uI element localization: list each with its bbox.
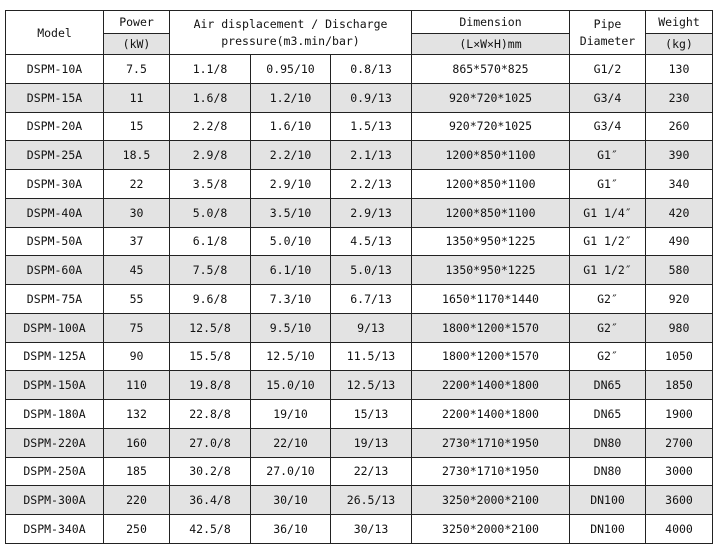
table-row (6, 400, 713, 429)
cell-dimension: 2730*1710*1950 (412, 457, 570, 486)
cell-weight: 2700 (646, 428, 713, 457)
cell-pipe: G2″ (570, 313, 646, 342)
cell-weight: 1900 (646, 400, 713, 429)
cell-pipe: G2″ (570, 285, 646, 314)
cell-air-10bar: 2.2/10 (251, 141, 331, 170)
header-pipe-line2: Diameter (579, 33, 636, 48)
cell-air-8bar: 5.0/8 (170, 198, 251, 227)
cell-weight: 390 (646, 141, 713, 170)
cell-power: 75 (104, 313, 170, 342)
cell-dimension: 1800*1200*1570 (412, 342, 570, 371)
cell-air-10bar: 27.0/10 (251, 457, 331, 486)
cell-pipe: DN80 (570, 428, 646, 457)
header-pipe-diameter (570, 11, 646, 55)
table-row (6, 313, 713, 342)
cell-air-10bar: 12.5/10 (251, 342, 331, 371)
cell-model: DSPM-75A (6, 285, 104, 314)
cell-air-10bar: 9.5/10 (251, 313, 331, 342)
header-dimension-unit: (L×W×H)mm (412, 34, 570, 55)
cell-air-13bar: 11.5/13 (331, 342, 412, 371)
cell-model: DSPM-25A (6, 141, 104, 170)
table-row (6, 227, 713, 256)
header-air-line2: pressure(m3.min/bar) (221, 33, 360, 48)
cell-pipe: G1 1/4″ (570, 198, 646, 227)
cell-air-10bar: 5.0/10 (251, 227, 331, 256)
cell-air-13bar: 2.1/13 (331, 141, 412, 170)
cell-air-13bar: 9/13 (331, 313, 412, 342)
cell-dimension: 3250*2000*2100 (412, 486, 570, 515)
cell-air-8bar: 30.2/8 (170, 457, 251, 486)
table-row (6, 83, 713, 112)
table-row (6, 342, 713, 371)
cell-air-8bar: 3.5/8 (170, 170, 251, 199)
cell-power: 45 (104, 256, 170, 285)
header-weight-unit: (kg) (646, 34, 713, 55)
cell-dimension: 1800*1200*1570 (412, 313, 570, 342)
table-row (6, 55, 713, 84)
cell-air-10bar: 19/10 (251, 400, 331, 429)
table-row (6, 141, 713, 170)
table-row (6, 428, 713, 457)
cell-pipe: DN65 (570, 400, 646, 429)
cell-air-8bar: 19.8/8 (170, 371, 251, 400)
cell-pipe: G2″ (570, 342, 646, 371)
cell-air-10bar: 15.0/10 (251, 371, 331, 400)
cell-pipe: DN80 (570, 457, 646, 486)
cell-pipe: G1″ (570, 141, 646, 170)
cell-air-10bar: 36/10 (251, 515, 331, 544)
cell-dimension: 1650*1170*1440 (412, 285, 570, 314)
cell-pipe: G1″ (570, 170, 646, 199)
cell-air-8bar: 2.9/8 (170, 141, 251, 170)
cell-air-8bar: 2.2/8 (170, 112, 251, 141)
cell-air-13bar: 5.0/13 (331, 256, 412, 285)
header-power: Power (104, 11, 170, 34)
cell-air-10bar: 6.1/10 (251, 256, 331, 285)
cell-power: 185 (104, 457, 170, 486)
table-row (6, 285, 713, 314)
cell-air-10bar: 1.6/10 (251, 112, 331, 141)
cell-air-8bar: 42.5/8 (170, 515, 251, 544)
cell-air-10bar: 2.9/10 (251, 170, 331, 199)
cell-dimension: 1350*950*1225 (412, 256, 570, 285)
cell-pipe: G3/4 (570, 112, 646, 141)
cell-air-13bar: 1.5/13 (331, 112, 412, 141)
cell-air-13bar: 6.7/13 (331, 285, 412, 314)
header-power-unit: (kW) (104, 34, 170, 55)
cell-pipe: G3/4 (570, 83, 646, 112)
cell-pipe: DN65 (570, 371, 646, 400)
spec-table-container (5, 10, 713, 544)
cell-air-13bar: 0.8/13 (331, 55, 412, 84)
cell-weight: 3600 (646, 486, 713, 515)
cell-model: DSPM-100A (6, 313, 104, 342)
table-row (6, 256, 713, 285)
cell-weight: 1050 (646, 342, 713, 371)
cell-power: 18.5 (104, 141, 170, 170)
cell-pipe: G1 1/2″ (570, 227, 646, 256)
header-pipe-line1: Pipe (593, 16, 622, 31)
cell-air-13bar: 2.9/13 (331, 198, 412, 227)
cell-dimension: 1350*950*1225 (412, 227, 570, 256)
cell-pipe: G1 1/2″ (570, 256, 646, 285)
cell-weight: 920 (646, 285, 713, 314)
header-air-line1: Air displacement / Discharge (193, 16, 388, 31)
cell-power: 15 (104, 112, 170, 141)
table-row (6, 112, 713, 141)
cell-dimension: 920*720*1025 (412, 83, 570, 112)
table-row (6, 198, 713, 227)
cell-air-13bar: 12.5/13 (331, 371, 412, 400)
header-dimension: Dimension (412, 11, 570, 34)
header-air-displacement (170, 11, 412, 55)
cell-model: DSPM-340A (6, 515, 104, 544)
table-row (6, 371, 713, 400)
cell-air-8bar: 36.4/8 (170, 486, 251, 515)
header-model: Model (6, 11, 104, 55)
cell-air-10bar: 7.3/10 (251, 285, 331, 314)
cell-power: 55 (104, 285, 170, 314)
table-row (6, 486, 713, 515)
cell-air-13bar: 15/13 (331, 400, 412, 429)
cell-power: 160 (104, 428, 170, 457)
cell-air-8bar: 6.1/8 (170, 227, 251, 256)
cell-air-8bar: 12.5/8 (170, 313, 251, 342)
cell-model: DSPM-150A (6, 371, 104, 400)
cell-air-13bar: 0.9/13 (331, 83, 412, 112)
cell-dimension: 1200*850*1100 (412, 198, 570, 227)
cell-model: DSPM-220A (6, 428, 104, 457)
cell-air-8bar: 27.0/8 (170, 428, 251, 457)
cell-weight: 340 (646, 170, 713, 199)
cell-pipe: DN100 (570, 515, 646, 544)
table-row (6, 457, 713, 486)
cell-weight: 420 (646, 198, 713, 227)
cell-model: DSPM-300A (6, 486, 104, 515)
cell-air-13bar: 30/13 (331, 515, 412, 544)
cell-air-10bar: 30/10 (251, 486, 331, 515)
cell-power: 250 (104, 515, 170, 544)
table-row (6, 515, 713, 544)
cell-dimension: 920*720*1025 (412, 112, 570, 141)
cell-air-10bar: 0.95/10 (251, 55, 331, 84)
cell-power: 30 (104, 198, 170, 227)
cell-dimension: 1200*850*1100 (412, 141, 570, 170)
cell-weight: 580 (646, 256, 713, 285)
cell-power: 90 (104, 342, 170, 371)
cell-power: 132 (104, 400, 170, 429)
cell-pipe: G1/2 (570, 55, 646, 84)
cell-dimension: 2730*1710*1950 (412, 428, 570, 457)
cell-weight: 3000 (646, 457, 713, 486)
cell-model: DSPM-125A (6, 342, 104, 371)
cell-model: DSPM-60A (6, 256, 104, 285)
cell-power: 37 (104, 227, 170, 256)
cell-power: 110 (104, 371, 170, 400)
cell-dimension: 2200*1400*1800 (412, 400, 570, 429)
table-row (6, 170, 713, 199)
cell-power: 11 (104, 83, 170, 112)
cell-pipe: DN100 (570, 486, 646, 515)
cell-model: DSPM-40A (6, 198, 104, 227)
cell-air-10bar: 22/10 (251, 428, 331, 457)
cell-air-10bar: 3.5/10 (251, 198, 331, 227)
cell-weight: 230 (646, 83, 713, 112)
cell-weight: 980 (646, 313, 713, 342)
cell-weight: 4000 (646, 515, 713, 544)
cell-air-13bar: 22/13 (331, 457, 412, 486)
cell-air-8bar: 1.1/8 (170, 55, 251, 84)
cell-air-13bar: 26.5/13 (331, 486, 412, 515)
cell-power: 220 (104, 486, 170, 515)
cell-model: DSPM-30A (6, 170, 104, 199)
cell-model: DSPM-180A (6, 400, 104, 429)
header-weight: Weight (646, 11, 713, 34)
cell-air-8bar: 7.5/8 (170, 256, 251, 285)
cell-weight: 260 (646, 112, 713, 141)
cell-model: DSPM-20A (6, 112, 104, 141)
table-body (6, 55, 713, 544)
cell-air-10bar: 1.2/10 (251, 83, 331, 112)
cell-dimension: 2200*1400*1800 (412, 371, 570, 400)
cell-model: DSPM-50A (6, 227, 104, 256)
cell-air-8bar: 15.5/8 (170, 342, 251, 371)
cell-power: 22 (104, 170, 170, 199)
cell-power: 7.5 (104, 55, 170, 84)
cell-model: DSPM-10A (6, 55, 104, 84)
cell-air-13bar: 4.5/13 (331, 227, 412, 256)
cell-dimension: 1200*850*1100 (412, 170, 570, 199)
cell-model: DSPM-250A (6, 457, 104, 486)
cell-dimension: 3250*2000*2100 (412, 515, 570, 544)
cell-weight: 130 (646, 55, 713, 84)
cell-dimension: 865*570*825 (412, 55, 570, 84)
cell-model: DSPM-15A (6, 83, 104, 112)
cell-air-8bar: 1.6/8 (170, 83, 251, 112)
cell-air-13bar: 19/13 (331, 428, 412, 457)
compressor-spec-table (5, 10, 713, 544)
cell-air-8bar: 22.8/8 (170, 400, 251, 429)
cell-air-13bar: 2.2/13 (331, 170, 412, 199)
cell-air-8bar: 9.6/8 (170, 285, 251, 314)
cell-weight: 490 (646, 227, 713, 256)
cell-weight: 1850 (646, 371, 713, 400)
